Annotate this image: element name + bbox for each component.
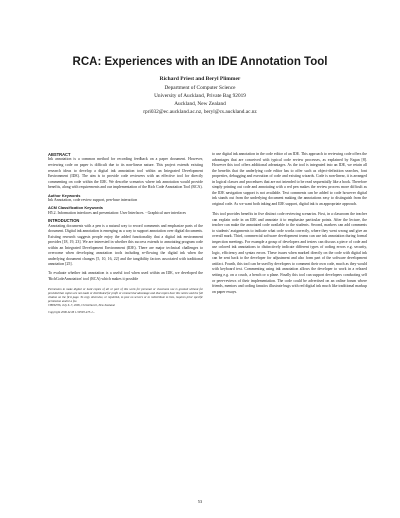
conference-line: CHINZ'06, July 6–7, 2006, Christchurch, New Zealand. xyxy=(48,302,116,307)
introduction-paragraph-1: Annotating documents with a pen is a natural way to record comments and emphasize parts of the document. Digital ink annotation is emerging as a way to support annotation over digital documents. Existing research suggests people enjoy the added functionality that a digital ink environment provides [18, 19, 23]. We are interested in whether this success extends to annotating program code within an Integrated Development Environment (IDE). There are major technical challenges to overcome when developing annotation tools including re-flowing the digital ink when the underlying document changes [5, 10, 16, 22] and the tangibility factors associated with traditional annotation [25]. xyxy=(48,223,203,267)
abstract-heading: ABSTRACT xyxy=(48,152,71,157)
acm-text: H5.2. Information interfaces and presentation: User Interfaces. - Graphical user interfaces xyxy=(48,210,186,215)
copyright-line: Copyright 2006 ACM 1-59593-473-1... xyxy=(48,309,95,314)
authors: Richard Priest and Beryl Plimmer xyxy=(159,76,241,82)
city: Auckland, New Zealand xyxy=(174,101,226,107)
keywords-heading: Author Keywords xyxy=(48,192,81,198)
left-column xyxy=(48,152,203,314)
author-emails: rpri032@ec.auckland.ac.nz, beryl@cs.auckland.ac.nz xyxy=(143,109,257,115)
page-number: 53 xyxy=(197,499,203,504)
introduction-heading: INTRODUCTION xyxy=(48,218,80,224)
right-paragraph-2: This tool provides benefits in five distinct code reviewing scenarios. First, in a classroom the teacher can explain code in an IDE and annotate it to emphasize particular points. After the lecture, the teacher can make the annotated code available to the students. Second, markers can add comments to students' assignments to indicate what code works correctly, where they went wrong and give an overall mark. Third, commercial software development teams can use ink annotation during formal inspection meetings. For example a group of developers and testers can discuss a piece of code and use colored ink annotations to distinctively indicate different types of coding errors e.g. security, logic, efficiency and syntax errors. These issues when marked directly on the code with digital ink can be sent back to the developer for adjustment and also form part of the software development artifact. Fourth, this tool can be used by developers to comment their own code, much as they would with keyboard text. Commenting using ink annotation allows the developer to work in a relaxed setting e.g. on a couch, a bench or a plane. Finally this tool can support developers conducting self or peer-reviews of their implementation. The code could be advertised on an online forum where friends, mentors and coding fanatics illustrate bugs with red digital ink much like traditional markup on paper essays. xyxy=(212,211,367,294)
keywords-text: Ink Annotation, code review support, pen-base interaction xyxy=(48,197,138,202)
abstract-text: Ink annotation is a common method for recording feedback on a paper document. However, reviewing code on paper is difficult due to its non-linear nature. This project extends existing research ideas to develop a digital ink annotation tool within an Integrated Development Environment (IDE). The aim is to provide code reviewers with an effective tool for directly commenting on code within the IDE. We describe scenarios where ink annotation would provide benefits, along with requirements and our implementation of the Rich Code Annotation Tool (RCA). xyxy=(48,157,203,190)
department: Department of Computer Science xyxy=(164,85,236,91)
university: University of Auckland, Private Bag 92019 xyxy=(154,93,246,99)
right-column xyxy=(212,152,367,295)
right-paragraph-1: to use digital ink annotation in the code editor of an IDE. This approach to reviewing code offers the advantages that are conceived with typical code review processes, as explained by Fagan [8]. However this tool offers additional advantages. As the tool is integrated into an IDE, we retain all the benefits that the underlying code editor has to offer such as object-definition searches, font properties, debugging and execution of code and existing wizards. Code is non-linear, it is arranged in logical classes and procedures that are not intended to be read sequentially like a book. Therefore simply printing out code and annotating with a red pen makes the review process more difficult as the IDE navigation support is not available. Text comments can be added to code however digital ink stands out from the underlying document making the annotations easy to distinguish from the original code. As we want both inking and IDE support, digital ink is an appropriate approach. xyxy=(212,152,367,206)
introduction-paragraph-2: To evaluate whether ink annotation is a useful tool when used within an IDE, we developed the 'RichCodeAnnotation' tool (RCA) which makes it possible xyxy=(48,270,203,281)
permission-notice: Permission to make digital or hard copies of all or part of this work for personal or classroom use is granted without fee provided that copies are not made or distributed for profit or commercial advantage and that copies bear this notice and the full citation on the first page. To copy otherwise, or republish, to post on servers or to redistribute to lists, requires prior specific permission and/or a fee. xyxy=(48,286,203,303)
paper-title: RCA: Experiences with an IDE Annotation Tool xyxy=(72,56,328,68)
acm-heading: ACM Classification Keywords xyxy=(48,205,103,211)
